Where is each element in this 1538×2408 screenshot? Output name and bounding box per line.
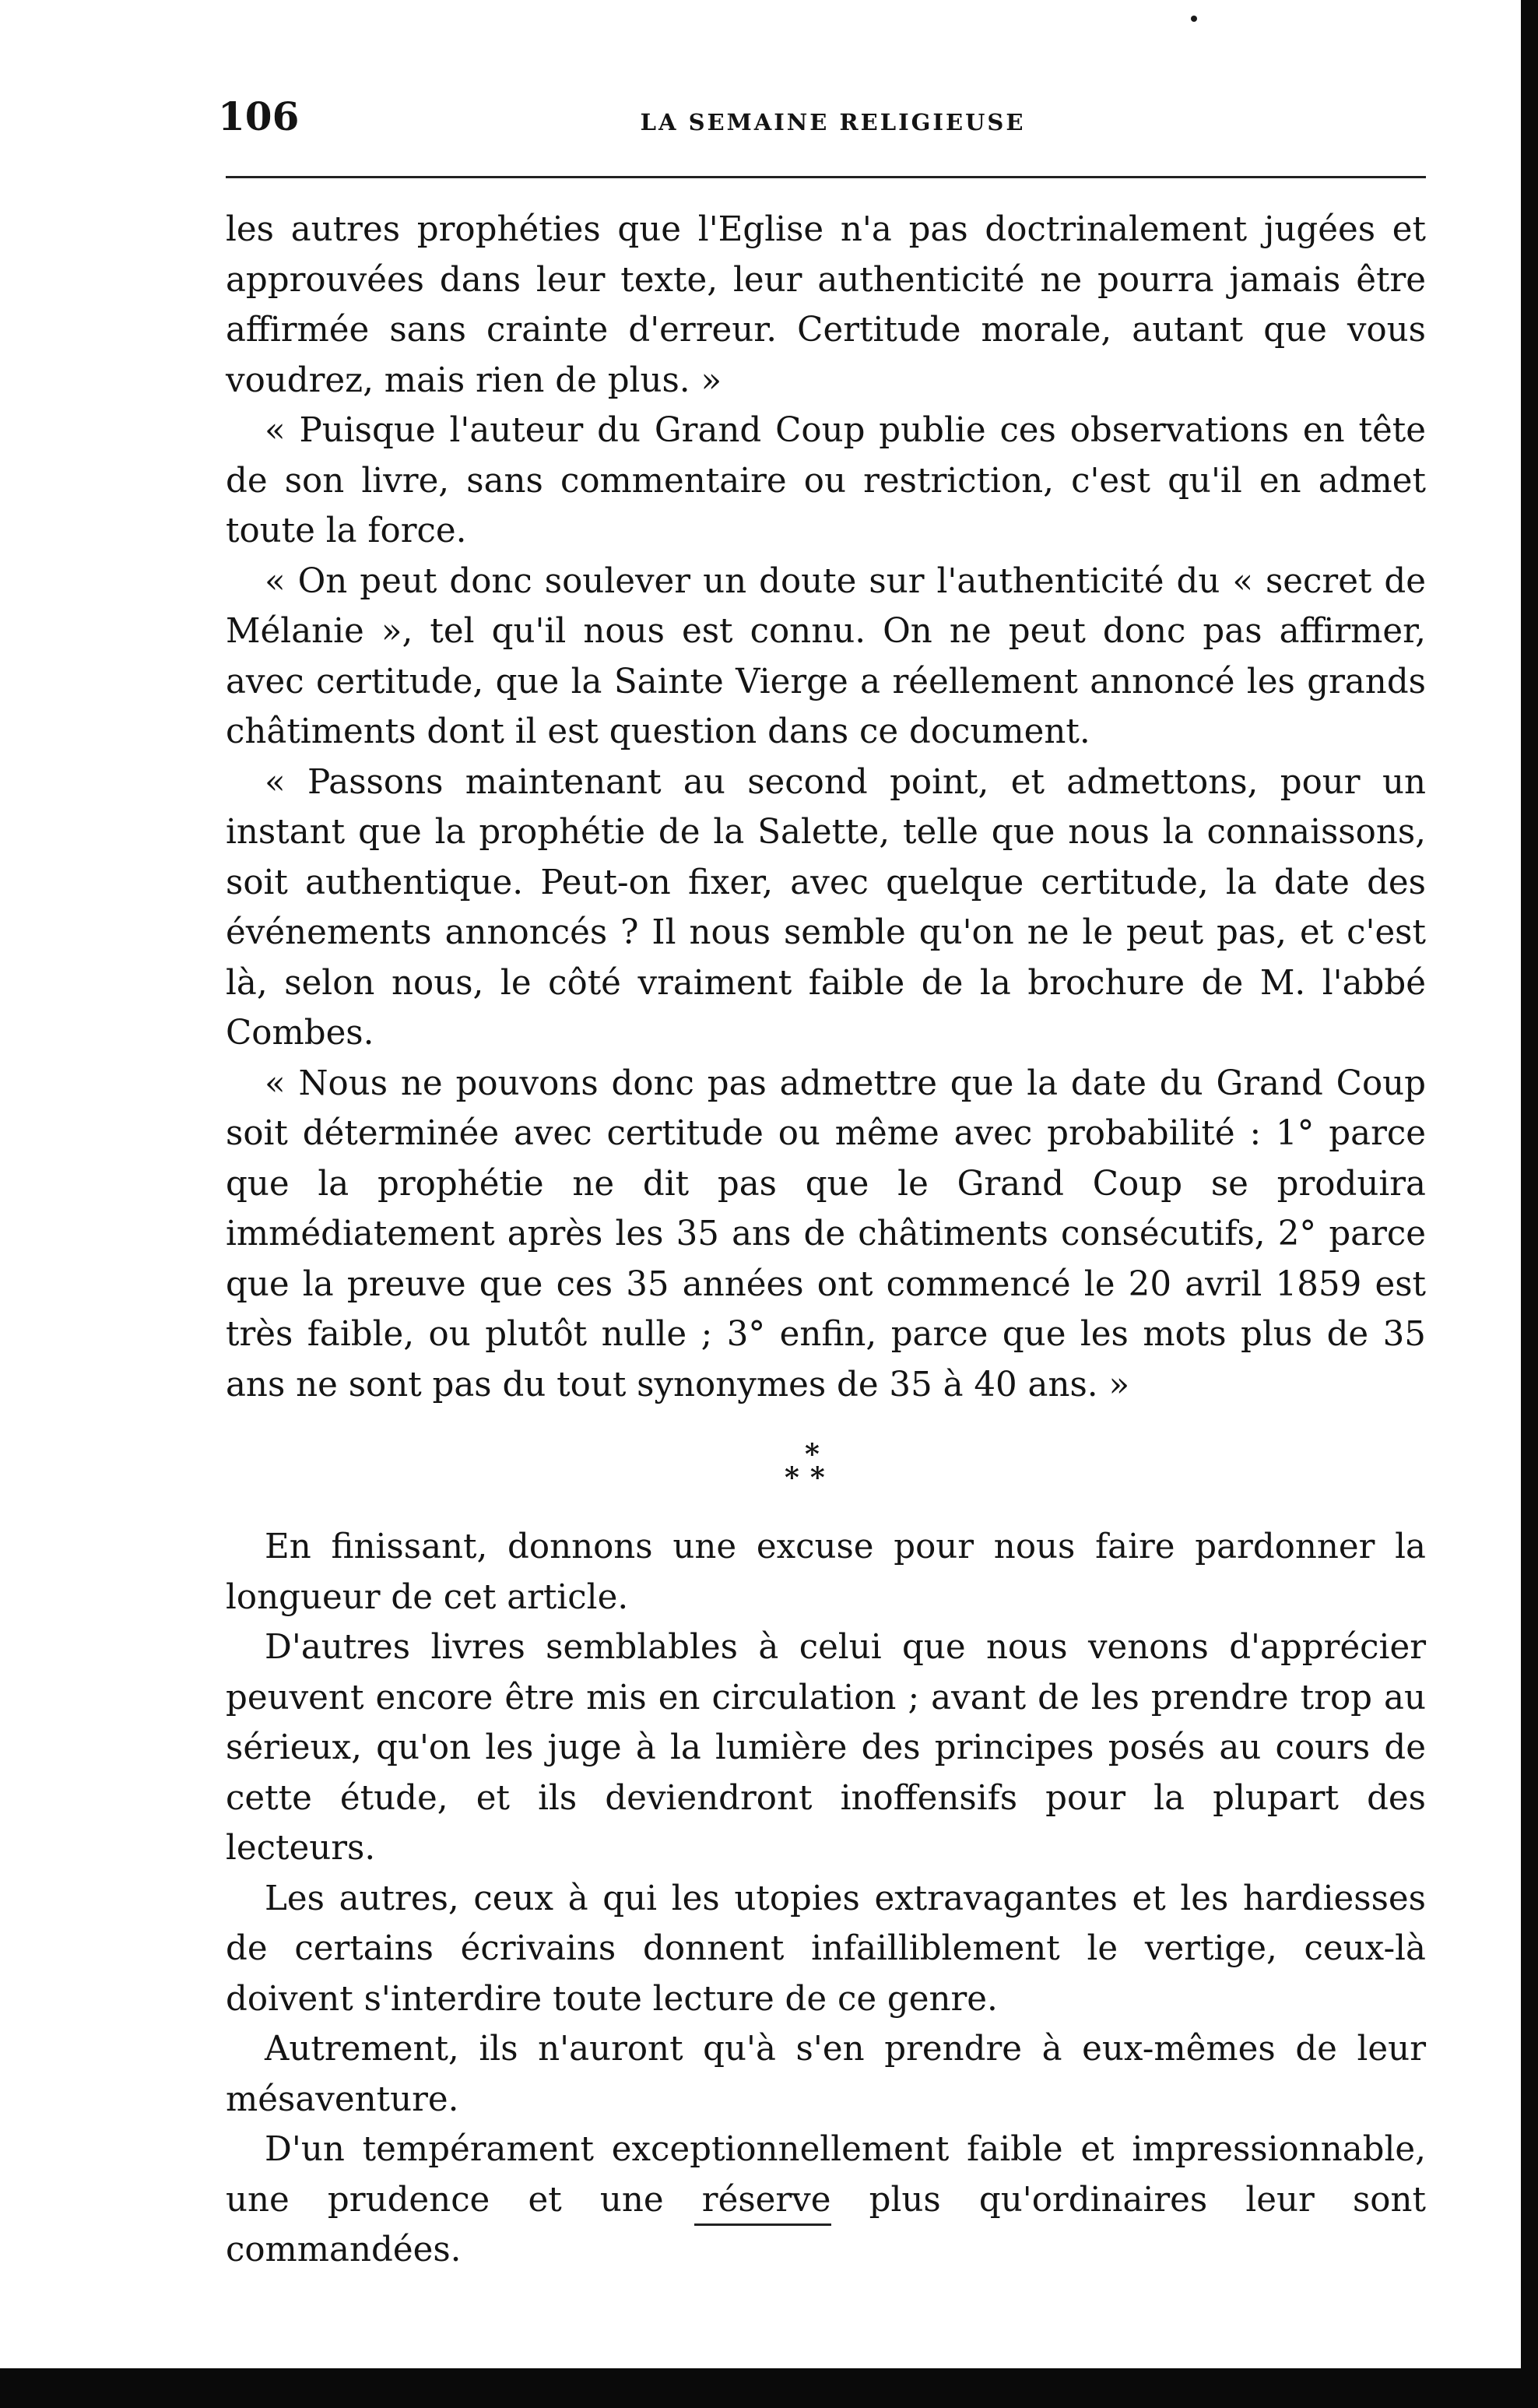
page-header: [210, 93, 1424, 148]
running-title: LA SEMAINE RELIGIEUSE: [640, 109, 1026, 135]
footer-rule: [694, 2223, 831, 2226]
paragraph: « Nous ne pouvons donc pas admettre que la date du Grand Coup soit déterminée avec certitude ou même avec probabilité : 1° parce que la prophétie ne dit pas que le Grand Coup se produira immédiatement après les 35 ans de châtiments consécutifs, 2° parce que la preuve que ces 35 années ont commencé le 20 avril 1859 est très faible, ou plutôt nulle ; 3° enfin, parce que les mots plus de 35 ans ne sont pas du tout synonymes de 35 à 40 ans. »: [226, 1063, 1426, 1404]
scan-edge-right: [1521, 0, 1538, 2408]
paragraph: En finissant, donnons une excuse pour nous faire pardonner la longueur de cet article.: [226, 1527, 1426, 1617]
page-number: 106: [218, 93, 300, 139]
paragraph: « Passons maintenant au second point, et admettons, pour un instant que la prophétie de la Salette, telle que nous la connaissons, soit authentique. Peut-on fixer, avec quelque certitude, la date des événements annoncés ? Il nous semble qu'on ne le peut pas, et c'est là, selon nous, le côté vraiment faible de la brochure de M. l'abbé Combes.: [226, 762, 1426, 1053]
paragraph: D'autres livres semblables à celui que nous venons d'apprécier peuvent encore être mis en circulation ; avant de les prendre trop au sérieux, qu'on les juge à la lumière des principes posés au cours de cette étude, et ils deviendront inoffensifs pour la plupart des lecteurs.: [226, 1628, 1426, 1868]
paragraph: D'un tempérament exceptionnellement faible et impressionnable, une prudence et une réserve plus qu'ordinaires leur sont commandées.: [226, 2130, 1426, 2269]
body-text-lower: [226, 1522, 1426, 2276]
asterism-divider: [771, 1440, 864, 1503]
paragraph: « Puisque l'auteur du Grand Coup publie ces observations en tête de son livre, sans commentaire ou restriction, c'est qu'il en admet toute la force.: [226, 411, 1426, 550]
body-text-upper: [226, 205, 1426, 1410]
asterism-bottom-stars: **: [785, 1461, 836, 1494]
paragraph-continuation: les autres prophéties que l'Eglise n'a pas doctrinalement jugées et approuvées dans leur texte, leur authenticité ne pourra jamais être affirmée sans crainte d'erreur. Certitude morale, autant que vous voudrez, mais rien de plus. »: [226, 210, 1426, 400]
scan-edge-bottom: [0, 2368, 1538, 2408]
header-rule: [226, 176, 1426, 178]
scan-speck: [1191, 16, 1197, 22]
paragraph: Autrement, ils n'auront qu'à s'en prendre à eux-mêmes de leur mésaventure.: [226, 2030, 1426, 2119]
paragraph: « On peut donc soulever un doute sur l'authenticité du « secret de Mélanie », tel qu'il nous est connu. On ne peut donc pas affirmer, avec certitude, que la Sainte Vierge a réellement annoncé les grands châtiments dont il est question dans ce document.: [226, 561, 1426, 751]
paragraph: Les autres, ceux à qui les utopies extravagantes et les hardiesses de certains écrivains donnent infailliblement le vertige, ceux-là doivent s'interdire toute lecture de ce genre.: [226, 1879, 1426, 2019]
asterism-top-star: *: [805, 1438, 820, 1471]
